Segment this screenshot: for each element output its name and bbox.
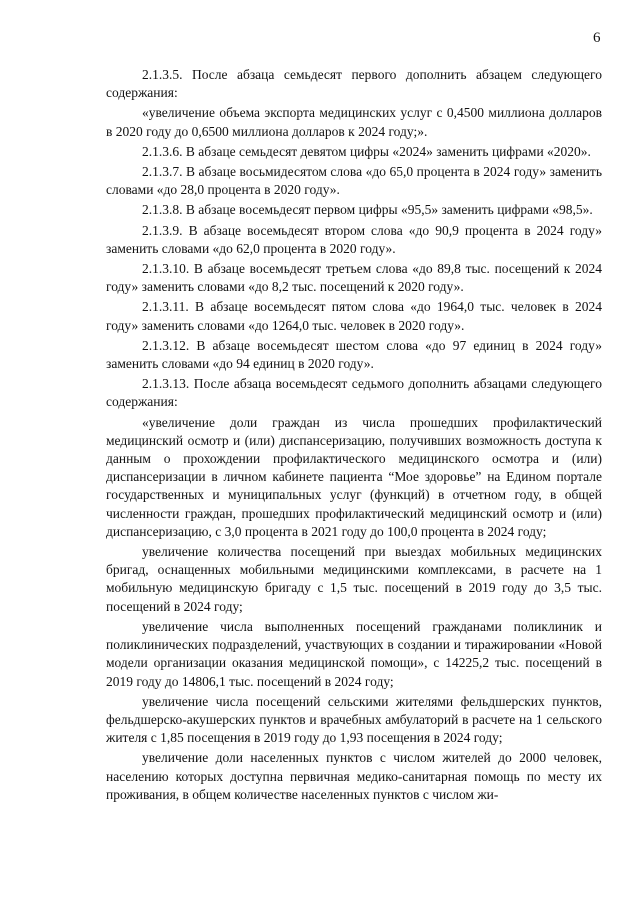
paragraph: 2.1.3.13. После абзаца восемьдесят седьмого дополнить абзацами следующего содержания: [106,376,602,410]
paragraph: увеличение числа выполненных посещений гражданами поликлиник и поликлинических подразделений, участвующих в создании и тиражировании «Новой модели организации оказания медицинской помощи», с 14225,2 тыс. посещений в 2019 году до 14806,1 тыс. посещений в 2024 году; [106,618,602,689]
paragraph: увеличение числа посещений сельскими жителями фельдшерских пунктов, фельдшерско-акушерских пунктов и врачебных амбулаторий в расчете на 1 сельского жителя с 1,85 посещения в 2019 году до 1,93 посещения в 2024 году; [106,693,602,746]
paragraph: 2.1.3.8. В абзаце восемьдесят первом цифры «95,5» заменить цифрами «98,5». [142,202,593,218]
page-number: 6 [593,30,601,46]
paragraph: 2.1.3.11. В абзаце восемьдесят пятом слова «до 1964,0 тыс. человек в 2024 году» заменить словами «до 1264,0 тыс. человек в 2020 году». [106,299,602,333]
paragraph: увеличение доли населенных пунктов с числом жителей до 2000 человек, населению которых доступна первичная медико-санитарная помощь по месту их проживания, в общем количестве населенных пунктов с числом жи- [106,750,602,802]
paragraph: 2.1.3.9. В абзаце восемьдесят втором слова «до 90,9 процента в 2024 году» заменить словами «до 62,0 процента в 2020 году». [106,222,602,256]
paragraph: 2.1.3.5. После абзаца семьдесят первого дополнить абзацем следующего содержания: [106,67,602,101]
paragraph: 2.1.3.6. В абзаце семьдесят девятом цифры «2024» заменить цифрами «2020». [142,143,591,159]
paragraph: увеличение количества посещений при выездах мобильных медицинских бригад, оснащенных мобильными медицинскими комплексами, в расчете на 1 мобильную медицинскую бригаду с 1,5 тыс. посещений в 2019 году до 3,5 тыс. посещений в 2024 году; [106,544,602,614]
paragraph: 2.1.3.10. В абзаце восемьдесят третьем слова «до 89,8 тыс. посещений к 2024 году» заменить словами «до 8,2 тыс. посещений к 2020 году». [106,261,602,295]
paragraph: 2.1.3.7. В абзаце восьмидесятом слова «до 65,0 процента в 2024 году» заменить словами «до 28,0 процента в 2020 году». [106,164,602,198]
document-body [106,66,602,806]
paragraph: «увеличение объема экспорта медицинских услуг с 0,4500 миллиона долларов в 2020 году до 0,6500 миллиона долларов к 2024 году;». [106,105,602,139]
paragraph: «увеличение доли граждан из числа прошедших профилактический медицинский осмотр и (или) диспансеризацию, получивших возможность доступа к данным о прохождении профилактического медицинского осмотра и (или) диспансеризации в личном кабинете пациента “Мое здоровье” на Едином портале государственных и муниципальных услуг (функций) в отчетном году, в общей численности граждан, прошедших профилактический медицинский осмотр и (или) диспансеризацию, с 3,0 процента в 2021 году до 100,0 процента в 2024 году; [106,414,602,539]
paragraph: 2.1.3.12. В абзаце восемьдесят шестом слова «до 97 единиц в 2024 году» заменить словами «до 94 единиц в 2020 году». [106,337,602,372]
